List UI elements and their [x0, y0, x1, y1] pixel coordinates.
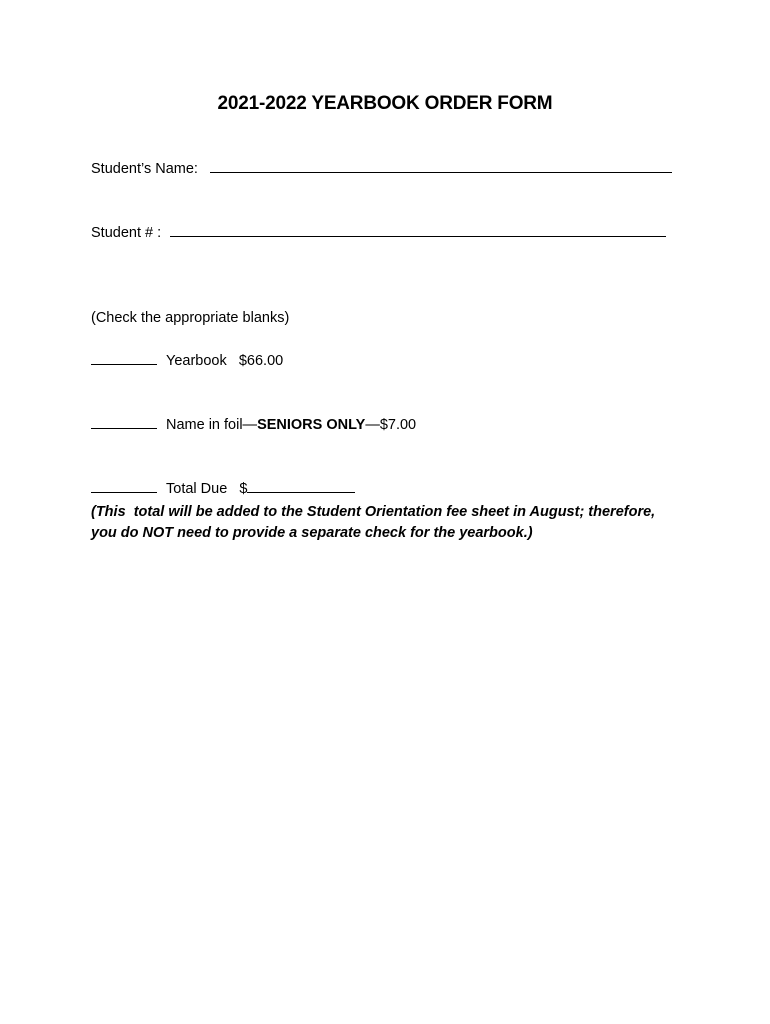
total-due-label: Total Due — [166, 481, 228, 497]
form-title: 2021-2022 YEARBOOK ORDER FORM — [217, 93, 553, 114]
student-number-field[interactable] — [170, 236, 666, 237]
total-due-amount-field[interactable] — [247, 492, 355, 493]
yearbook-check-blank[interactable] — [91, 364, 157, 365]
student-number-label: Student # : — [91, 225, 162, 241]
name-in-foil-check-blank[interactable] — [91, 428, 157, 429]
billing-note-line-2: you do NOT need to provide a separate check for the yearbook.) — [91, 525, 533, 541]
billing-note — [91, 502, 691, 544]
student-number-row — [91, 225, 666, 241]
yearbook-row — [91, 353, 283, 369]
billing-note-line-1: (This total will be added to the Student Orientation fee sheet in August; therefore, — [91, 504, 656, 520]
name-in-foil-label: Name in foil— — [166, 417, 258, 433]
seniors-only-text: SENIORS ONLY — [257, 417, 366, 433]
yearbook-label: Yearbook — [166, 353, 227, 369]
student-name-row — [91, 161, 672, 177]
student-name-label: Student’s Name: — [91, 161, 198, 177]
total-due-currency: $ — [239, 481, 248, 497]
yearbook-price: $66.00 — [238, 353, 284, 369]
student-name-field[interactable] — [210, 172, 672, 173]
instructions-text: (Check the appropriate blanks) — [91, 310, 290, 326]
total-due-check-blank[interactable] — [91, 492, 157, 493]
total-due-row — [91, 481, 355, 497]
name-in-foil-price: —$7.00 — [365, 417, 417, 433]
name-in-foil-row — [91, 417, 416, 433]
